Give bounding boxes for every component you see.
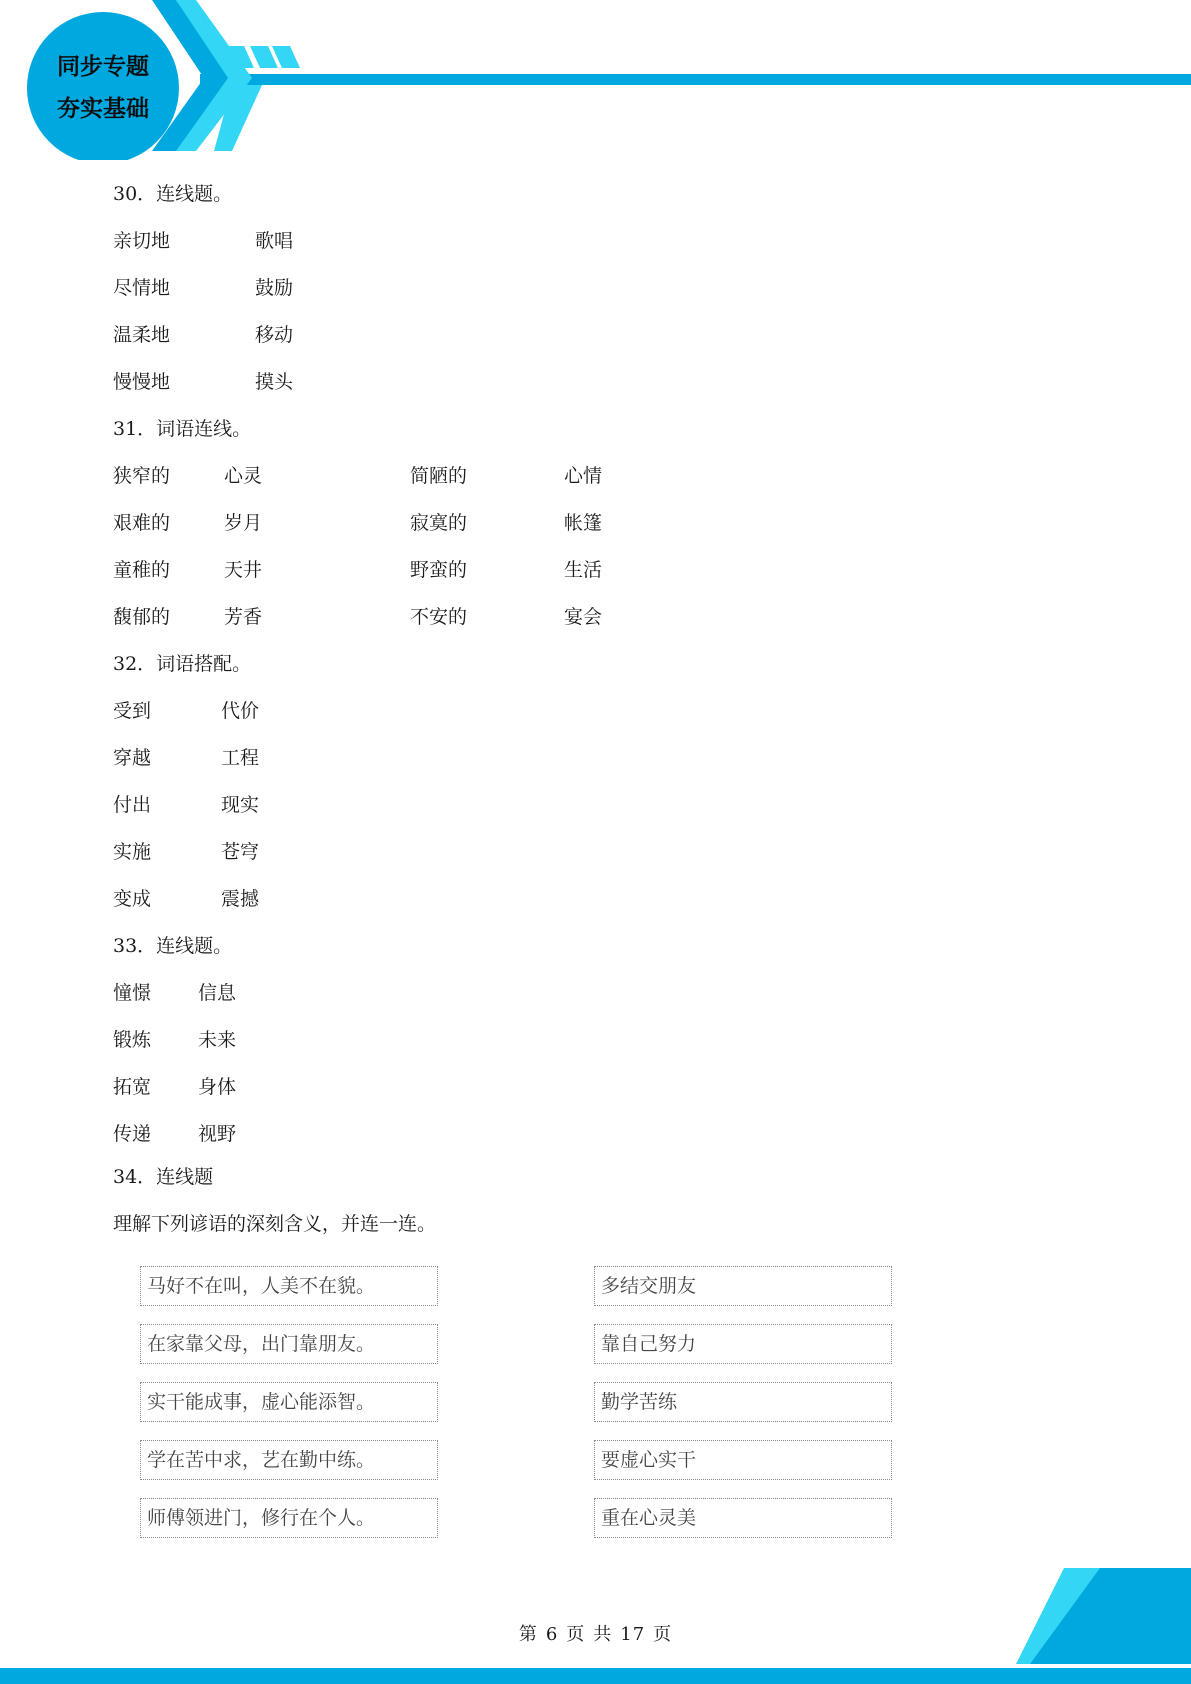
q31-c1-1: 狭窄的	[113, 465, 171, 487]
question-31-title: 31．词语连线。	[113, 418, 252, 440]
q31-c1-3: 童稚的	[113, 559, 171, 581]
meaning-box-4[interactable]: 要虚心实干	[594, 1440, 892, 1480]
question-30-title: 30．连线题。	[113, 183, 233, 205]
q30-left-2: 尽情地	[113, 277, 171, 299]
q31-c4-1: 心情	[564, 465, 603, 487]
q33-left-3: 拓宽	[113, 1076, 152, 1098]
q30-right-1: 歌唱	[255, 230, 294, 252]
q31-c2-3: 天井	[224, 559, 263, 581]
question-34-title: 34．连线题	[113, 1166, 214, 1188]
footer-word-ye-2: 页	[653, 1624, 673, 1645]
q32-left-3: 付出	[113, 794, 152, 816]
footer-word-di: 第	[518, 1624, 538, 1645]
q33-right-2: 未来	[198, 1029, 237, 1051]
meaning-box-3[interactable]: 勤学苦练	[594, 1382, 892, 1422]
q32-right-4: 苍穹	[221, 841, 260, 863]
header-decoration	[0, 0, 1191, 160]
q31-c4-3: 生活	[564, 559, 603, 581]
page-number	[0, 1620, 1191, 1646]
question-32-title: 32．词语搭配。	[113, 653, 252, 675]
badge-line-2: 夯实基础	[57, 96, 149, 122]
meaning-box-2[interactable]: 靠自己努力	[594, 1324, 892, 1364]
q32-left-5: 变成	[113, 888, 152, 910]
q33-right-4: 视野	[198, 1123, 237, 1145]
q31-c1-4: 馥郁的	[113, 606, 171, 628]
q33-right-3: 身体	[198, 1076, 237, 1098]
q32-left-1: 受到	[113, 700, 152, 722]
proverb-box-3[interactable]: 实干能成事，虚心能添智。	[140, 1382, 438, 1422]
footer-word-ye: 页	[566, 1624, 586, 1645]
total-pages: 17	[620, 1624, 646, 1645]
q32-left-2: 穿越	[113, 747, 152, 769]
q30-right-4: 摸头	[255, 371, 294, 393]
q30-left-1: 亲切地	[113, 230, 171, 252]
q30-left-3: 温柔地	[113, 324, 171, 346]
proverb-box-1[interactable]: 马好不在叫，人美不在貌。	[140, 1266, 438, 1306]
q31-c1-2: 艰难的	[113, 512, 171, 534]
badge-line-1: 同步专题	[57, 54, 149, 80]
q31-c3-2: 寂寞的	[410, 512, 468, 534]
q32-left-4: 实施	[113, 841, 152, 863]
header-badge	[28, 25, 178, 151]
q30-left-4: 慢慢地	[113, 371, 171, 393]
q33-left-1: 憧憬	[113, 982, 152, 1004]
proverb-box-4[interactable]: 学在苦中求，艺在勤中练。	[140, 1440, 438, 1480]
q32-right-1: 代价	[221, 700, 260, 722]
q31-c3-4: 不安的	[410, 606, 468, 628]
proverb-box-2[interactable]: 在家靠父母，出门靠朋友。	[140, 1324, 438, 1364]
q33-left-2: 锻炼	[113, 1029, 152, 1051]
q31-c2-1: 心灵	[224, 465, 263, 487]
question-33-title: 33．连线题。	[113, 935, 233, 957]
q31-c3-1: 简陋的	[410, 465, 468, 487]
question-34-instruction: 理解下列谚语的深刻含义，并连一连。	[113, 1213, 437, 1235]
q30-right-3: 移动	[255, 324, 294, 346]
proverb-box-5[interactable]: 师傅领进门，修行在个人。	[140, 1498, 438, 1538]
q33-left-4: 传递	[113, 1123, 152, 1145]
q32-right-3: 现实	[221, 794, 260, 816]
q31-c4-2: 帐篷	[564, 512, 603, 534]
meaning-box-1[interactable]: 多结交朋友	[594, 1266, 892, 1306]
footer-word-gong: 共	[593, 1624, 613, 1645]
current-page: 6	[545, 1624, 559, 1645]
q32-right-2: 工程	[221, 747, 260, 769]
q31-c4-4: 宴会	[564, 606, 603, 628]
q31-c3-3: 野蛮的	[410, 559, 468, 581]
q31-c2-2: 岁月	[224, 512, 263, 534]
q33-right-1: 信息	[198, 982, 237, 1004]
q30-right-2: 鼓励	[255, 277, 294, 299]
q32-right-5: 震撼	[221, 888, 260, 910]
q31-c2-4: 芳香	[224, 606, 263, 628]
meaning-box-5[interactable]: 重在心灵美	[594, 1498, 892, 1538]
